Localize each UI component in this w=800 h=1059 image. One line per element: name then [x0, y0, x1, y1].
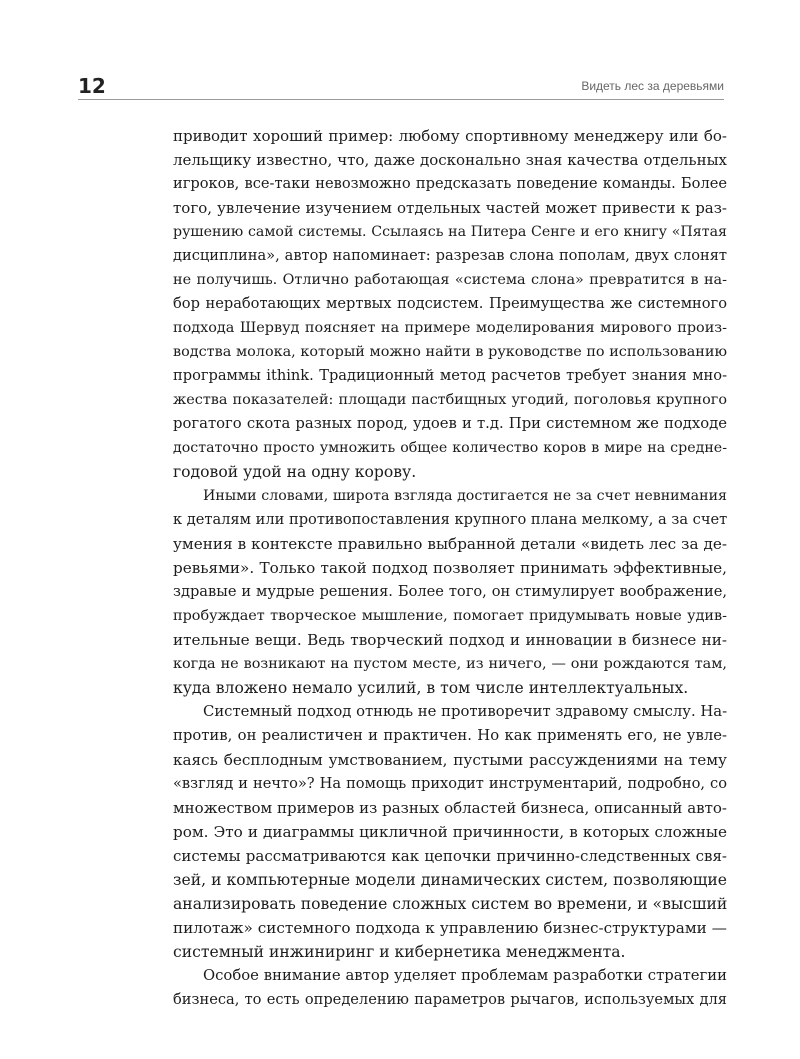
running-title: Видеть лес за деревьями	[581, 79, 724, 93]
text-line: «взгляд и нечто»? На помощь приходит инструментарий, подробно, со	[173, 775, 727, 792]
text-line: анализировать поведение сложных систем во времени, и «высший	[173, 895, 727, 913]
text-line: приводит хороший пример: любому спортивному менеджеру или бо-	[173, 127, 727, 145]
text-line: бизнеса, то есть определению параметров рычагов, используемых для	[173, 991, 727, 1008]
text-line: Системный подход отнюдь не противоречит здравому смыслу. На-	[203, 703, 727, 720]
text-line: к деталям или противопоставления крупного плана мелкому, а за счет	[173, 511, 727, 528]
text-line: Особое внимание автор уделяет проблемам разработки стратегии	[203, 967, 727, 984]
text-line: умения в контексте правильно выбранной детали «видеть лес за де-	[173, 535, 727, 553]
text-line: дисциплина», автор напоминает: разрезав слона пополам, двух слонят	[173, 247, 727, 264]
text-line: системный инжиниринг и кибернетика менеджмента.	[173, 943, 626, 961]
text-line: не получишь. Отлично работающая «система слона» превратится в на-	[173, 272, 727, 288]
text-line: бор неработающих мертвых подсистем. Преимущества же системного	[173, 295, 727, 312]
text-line: подхода Шервуд поясняет на примере моделирования мирового произ-	[173, 320, 727, 336]
body-text	[173, 124, 727, 1012]
text-line: жества показателей: площади пастбищных угодий, поголовья крупного	[173, 392, 727, 408]
page-number: 12	[78, 74, 106, 98]
text-line: против, он реалистичен и практичен. Но как применять его, не увле-	[173, 727, 727, 744]
text-line: здравые и мудрые решения. Более того, он стимулирует воображение,	[173, 583, 727, 600]
text-line: того, увлечение изучением отдельных частей может привести к раз-	[173, 199, 727, 217]
text-line: каясь бесплодным умствованием, пустыми рассуждениями на тему	[173, 751, 727, 769]
text-line: ительные вещи. Ведь творческий подход и инновации в бизнесе ни-	[173, 631, 727, 649]
text-line: рогатого скота разных пород, удоев и т.д. При системном же подходе	[173, 415, 727, 432]
text-line: водства молока, который можно найти в руководстве по использованию	[173, 344, 727, 360]
text-line: достаточно просто умножить общее количество коров в мире на средне-	[173, 440, 727, 456]
text-line: рушению самой системы. Ссылаясь на Питера Сенге и его книгу «Пятая	[173, 224, 727, 240]
text-line: зей, и компьютерные модели динамических систем, позволяющие	[173, 871, 727, 889]
text-line: ревьями». Только такой подход позволяет принимать эффективные,	[173, 559, 727, 577]
text-line: игроков, все-таки невозможно предсказать поведение команды. Более	[173, 175, 727, 192]
text-line: системы рассматриваются как цепочки причинно-следственных свя-	[173, 847, 727, 865]
text-line: ром. Это и диаграммы цикличной причинности, в которых сложные	[173, 823, 727, 841]
text-line: пилотаж» системного подхода к управлению бизнес-структурами —	[173, 919, 727, 937]
text-line: годовой удой на одну корову.	[173, 463, 417, 481]
text-line: лельщику известно, что, даже досконально зная качества отдельных	[173, 151, 727, 169]
header-divider	[78, 99, 724, 100]
text-line: Иными словами, широта взгляда достигается не за счет невнимания	[203, 488, 727, 504]
text-line: куда вложено немало усилий, в том числе интеллектуальных.	[173, 679, 689, 697]
text-line: пробуждает творческое мышление, помогает придумывать новые удив-	[173, 608, 727, 624]
text-line: множеством примеров из разных областей бизнеса, описанный авто-	[173, 799, 727, 817]
text-line: программы ithink. Традиционный метод расчетов требует знания мно-	[173, 367, 727, 384]
text-line: когда не возникают на пустом месте, из ничего, — они рождаются там,	[173, 656, 727, 672]
running-head	[78, 74, 724, 98]
